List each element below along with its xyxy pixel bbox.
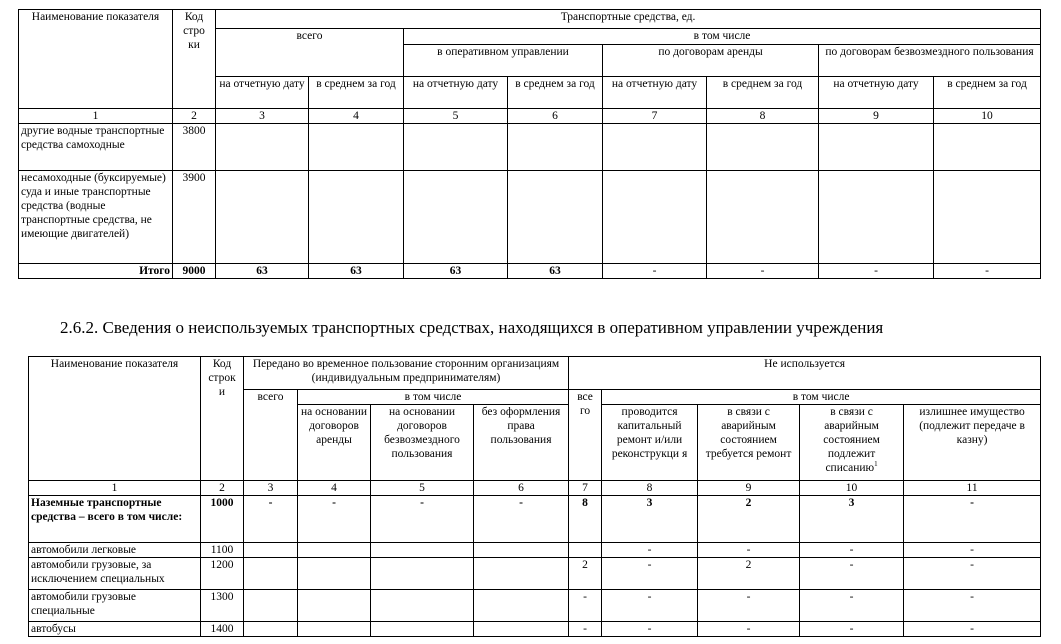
row-name: автобусы bbox=[29, 622, 201, 637]
cell: - bbox=[298, 496, 371, 543]
table-row bbox=[29, 622, 1041, 637]
row-code: 9000 bbox=[173, 264, 216, 279]
column-number: 7 bbox=[603, 109, 707, 124]
header-code: Код стро ки bbox=[173, 10, 216, 109]
cell: - bbox=[569, 622, 602, 637]
header-free-use: на основании договоров безвозмездного пользования bbox=[371, 405, 474, 481]
header-total-2: все го bbox=[569, 390, 602, 481]
header-at-date: на отчетную дату bbox=[603, 77, 707, 109]
column-numbers-row bbox=[19, 109, 1041, 124]
header-free-use: по договорам безвозмездного пользования bbox=[819, 45, 1041, 77]
cell: 2 bbox=[698, 496, 800, 543]
row-name: автомобили грузовые, за исключением специальных bbox=[29, 558, 201, 590]
cell: - bbox=[602, 590, 698, 622]
column-number: 10 bbox=[800, 481, 904, 496]
header-avg-year: в среднем за год bbox=[309, 77, 404, 109]
cell bbox=[216, 124, 309, 171]
table-row bbox=[29, 496, 1041, 543]
header-not-used: Не используется bbox=[569, 357, 1041, 390]
column-number: 7 bbox=[569, 481, 602, 496]
cell: 63 bbox=[309, 264, 404, 279]
cell: 3 bbox=[602, 496, 698, 543]
header-at-date: на отчетную дату bbox=[819, 77, 934, 109]
cell bbox=[298, 543, 371, 558]
column-number: 1 bbox=[29, 481, 201, 496]
cell: 2 bbox=[569, 558, 602, 590]
cell: - bbox=[819, 264, 934, 279]
cell: - bbox=[698, 622, 800, 637]
cell bbox=[244, 590, 298, 622]
column-numbers-row bbox=[29, 481, 1041, 496]
cell: - bbox=[698, 590, 800, 622]
column-number: 4 bbox=[309, 109, 404, 124]
cell: 63 bbox=[404, 264, 508, 279]
header-excess: излишнее имущество (подлежит передаче в казну) bbox=[904, 405, 1041, 481]
cell bbox=[371, 543, 474, 558]
column-number: 8 bbox=[707, 109, 819, 124]
footnote-mark: 1 bbox=[874, 460, 878, 469]
column-number: 2 bbox=[173, 109, 216, 124]
column-number: 11 bbox=[904, 481, 1041, 496]
row-code: 1200 bbox=[201, 558, 244, 590]
row-name: другие водные транспортные средства самоходные bbox=[19, 124, 173, 171]
header-capital-repair: проводится капитальный ремонт и/или реконструкци я bbox=[602, 405, 698, 481]
cell bbox=[404, 124, 508, 171]
column-number: 3 bbox=[244, 481, 298, 496]
row-code: 1400 bbox=[201, 622, 244, 637]
cell: - bbox=[800, 558, 904, 590]
cell: - bbox=[904, 622, 1041, 637]
cell bbox=[474, 558, 569, 590]
column-number: 9 bbox=[819, 109, 934, 124]
column-number: 5 bbox=[404, 109, 508, 124]
table-row bbox=[29, 558, 1041, 590]
cell: - bbox=[474, 496, 569, 543]
cell bbox=[707, 171, 819, 264]
cell: - bbox=[904, 558, 1041, 590]
header-repair-needed: в связи с аварийным состоянием требуется ремонт bbox=[698, 405, 800, 481]
header-including-2: в том числе bbox=[602, 390, 1041, 405]
cell bbox=[707, 124, 819, 171]
cell: 63 bbox=[216, 264, 309, 279]
header-lease: по договорам аренды bbox=[603, 45, 819, 77]
cell: - bbox=[602, 558, 698, 590]
header-write-off bbox=[800, 405, 904, 481]
cell bbox=[371, 590, 474, 622]
cell: 8 bbox=[569, 496, 602, 543]
cell bbox=[244, 558, 298, 590]
header-code: Код строк и bbox=[201, 357, 244, 481]
cell: 63 bbox=[508, 264, 603, 279]
header-write-off-label: в связи с аварийным состоянием подлежит списанию bbox=[823, 406, 880, 474]
cell bbox=[474, 590, 569, 622]
total-row bbox=[19, 264, 1041, 279]
cell: - bbox=[603, 264, 707, 279]
header-at-date: на отчетную дату bbox=[216, 77, 309, 109]
cell bbox=[474, 622, 569, 637]
cell bbox=[603, 124, 707, 171]
cell bbox=[309, 171, 404, 264]
cell bbox=[508, 124, 603, 171]
header-lease: на основании договоров аренды bbox=[298, 405, 371, 481]
cell bbox=[569, 543, 602, 558]
section-heading: 2.6.2. Сведения о неиспользуемых транспортных средствах, находящихся в оперативном управлении учреждения bbox=[60, 318, 884, 337]
header-avg-year: в среднем за год bbox=[508, 77, 603, 109]
column-number: 1 bbox=[19, 109, 173, 124]
cell bbox=[819, 124, 934, 171]
cell: 3 bbox=[800, 496, 904, 543]
cell: - bbox=[934, 264, 1041, 279]
row-name: автомобили грузовые специальные bbox=[29, 590, 201, 622]
row-name: несамоходные (буксируемые) суда и иные транспортные средства (водные транспортные средства, не имеющие двигателей) bbox=[19, 171, 173, 264]
cell bbox=[371, 622, 474, 637]
cell bbox=[298, 590, 371, 622]
header-total: всего bbox=[244, 390, 298, 481]
cell: - bbox=[698, 543, 800, 558]
cell: - bbox=[602, 622, 698, 637]
row-code: 3800 bbox=[173, 124, 216, 171]
row-code: 3900 bbox=[173, 171, 216, 264]
row-name: автомобили легковые bbox=[29, 543, 201, 558]
cell: - bbox=[800, 622, 904, 637]
cell bbox=[819, 171, 934, 264]
cell: 2 bbox=[698, 558, 800, 590]
column-number: 9 bbox=[698, 481, 800, 496]
table-row bbox=[29, 590, 1041, 622]
cell: - bbox=[244, 496, 298, 543]
table-row bbox=[29, 543, 1041, 558]
cell bbox=[244, 543, 298, 558]
row-name: Итого bbox=[19, 264, 173, 279]
row-code: 1000 bbox=[201, 496, 244, 543]
header-avg-year: в среднем за год bbox=[934, 77, 1041, 109]
header-vehicles: Транспортные средства, ед. bbox=[216, 10, 1041, 29]
header-name: Наименование показателя bbox=[29, 357, 201, 481]
column-number: 6 bbox=[474, 481, 569, 496]
cell bbox=[216, 171, 309, 264]
header-avg-year: в среднем за год bbox=[707, 77, 819, 109]
cell: - bbox=[800, 543, 904, 558]
row-code: 1300 bbox=[201, 590, 244, 622]
table-row bbox=[19, 171, 1041, 264]
header-including: в том числе bbox=[404, 29, 1041, 45]
header-including: в том числе bbox=[298, 390, 569, 405]
header-name: Наименование показателя bbox=[19, 10, 173, 109]
column-number: 5 bbox=[371, 481, 474, 496]
cell: - bbox=[800, 590, 904, 622]
cell bbox=[934, 124, 1041, 171]
cell bbox=[298, 622, 371, 637]
cell bbox=[371, 558, 474, 590]
unused-vehicles-table bbox=[28, 356, 1041, 637]
cell: - bbox=[904, 590, 1041, 622]
cell bbox=[309, 124, 404, 171]
cell: - bbox=[371, 496, 474, 543]
header-no-docs: без оформления права пользования bbox=[474, 405, 569, 481]
cell bbox=[603, 171, 707, 264]
column-number: 10 bbox=[934, 109, 1041, 124]
column-number: 4 bbox=[298, 481, 371, 496]
header-operational: в оперативном управлении bbox=[404, 45, 603, 77]
cell bbox=[298, 558, 371, 590]
header-total: всего bbox=[216, 29, 404, 77]
table-row bbox=[19, 124, 1041, 171]
row-name: Наземные транспортные средства – всего в том числе: bbox=[29, 496, 201, 543]
cell bbox=[474, 543, 569, 558]
cell: - bbox=[904, 496, 1041, 543]
cell: - bbox=[707, 264, 819, 279]
cell: - bbox=[602, 543, 698, 558]
cell: - bbox=[904, 543, 1041, 558]
column-number: 6 bbox=[508, 109, 603, 124]
column-number: 2 bbox=[201, 481, 244, 496]
header-at-date: на отчетную дату bbox=[404, 77, 508, 109]
cell bbox=[508, 171, 603, 264]
cell: - bbox=[569, 590, 602, 622]
cell bbox=[404, 171, 508, 264]
column-number: 3 bbox=[216, 109, 309, 124]
row-code: 1100 bbox=[201, 543, 244, 558]
header-transferred: Передано во временное пользование сторонним организациям (индивидуальным предпринимателям) bbox=[244, 357, 569, 390]
cell bbox=[934, 171, 1041, 264]
vehicles-table bbox=[18, 9, 1041, 279]
column-number: 8 bbox=[602, 481, 698, 496]
cell bbox=[244, 622, 298, 637]
